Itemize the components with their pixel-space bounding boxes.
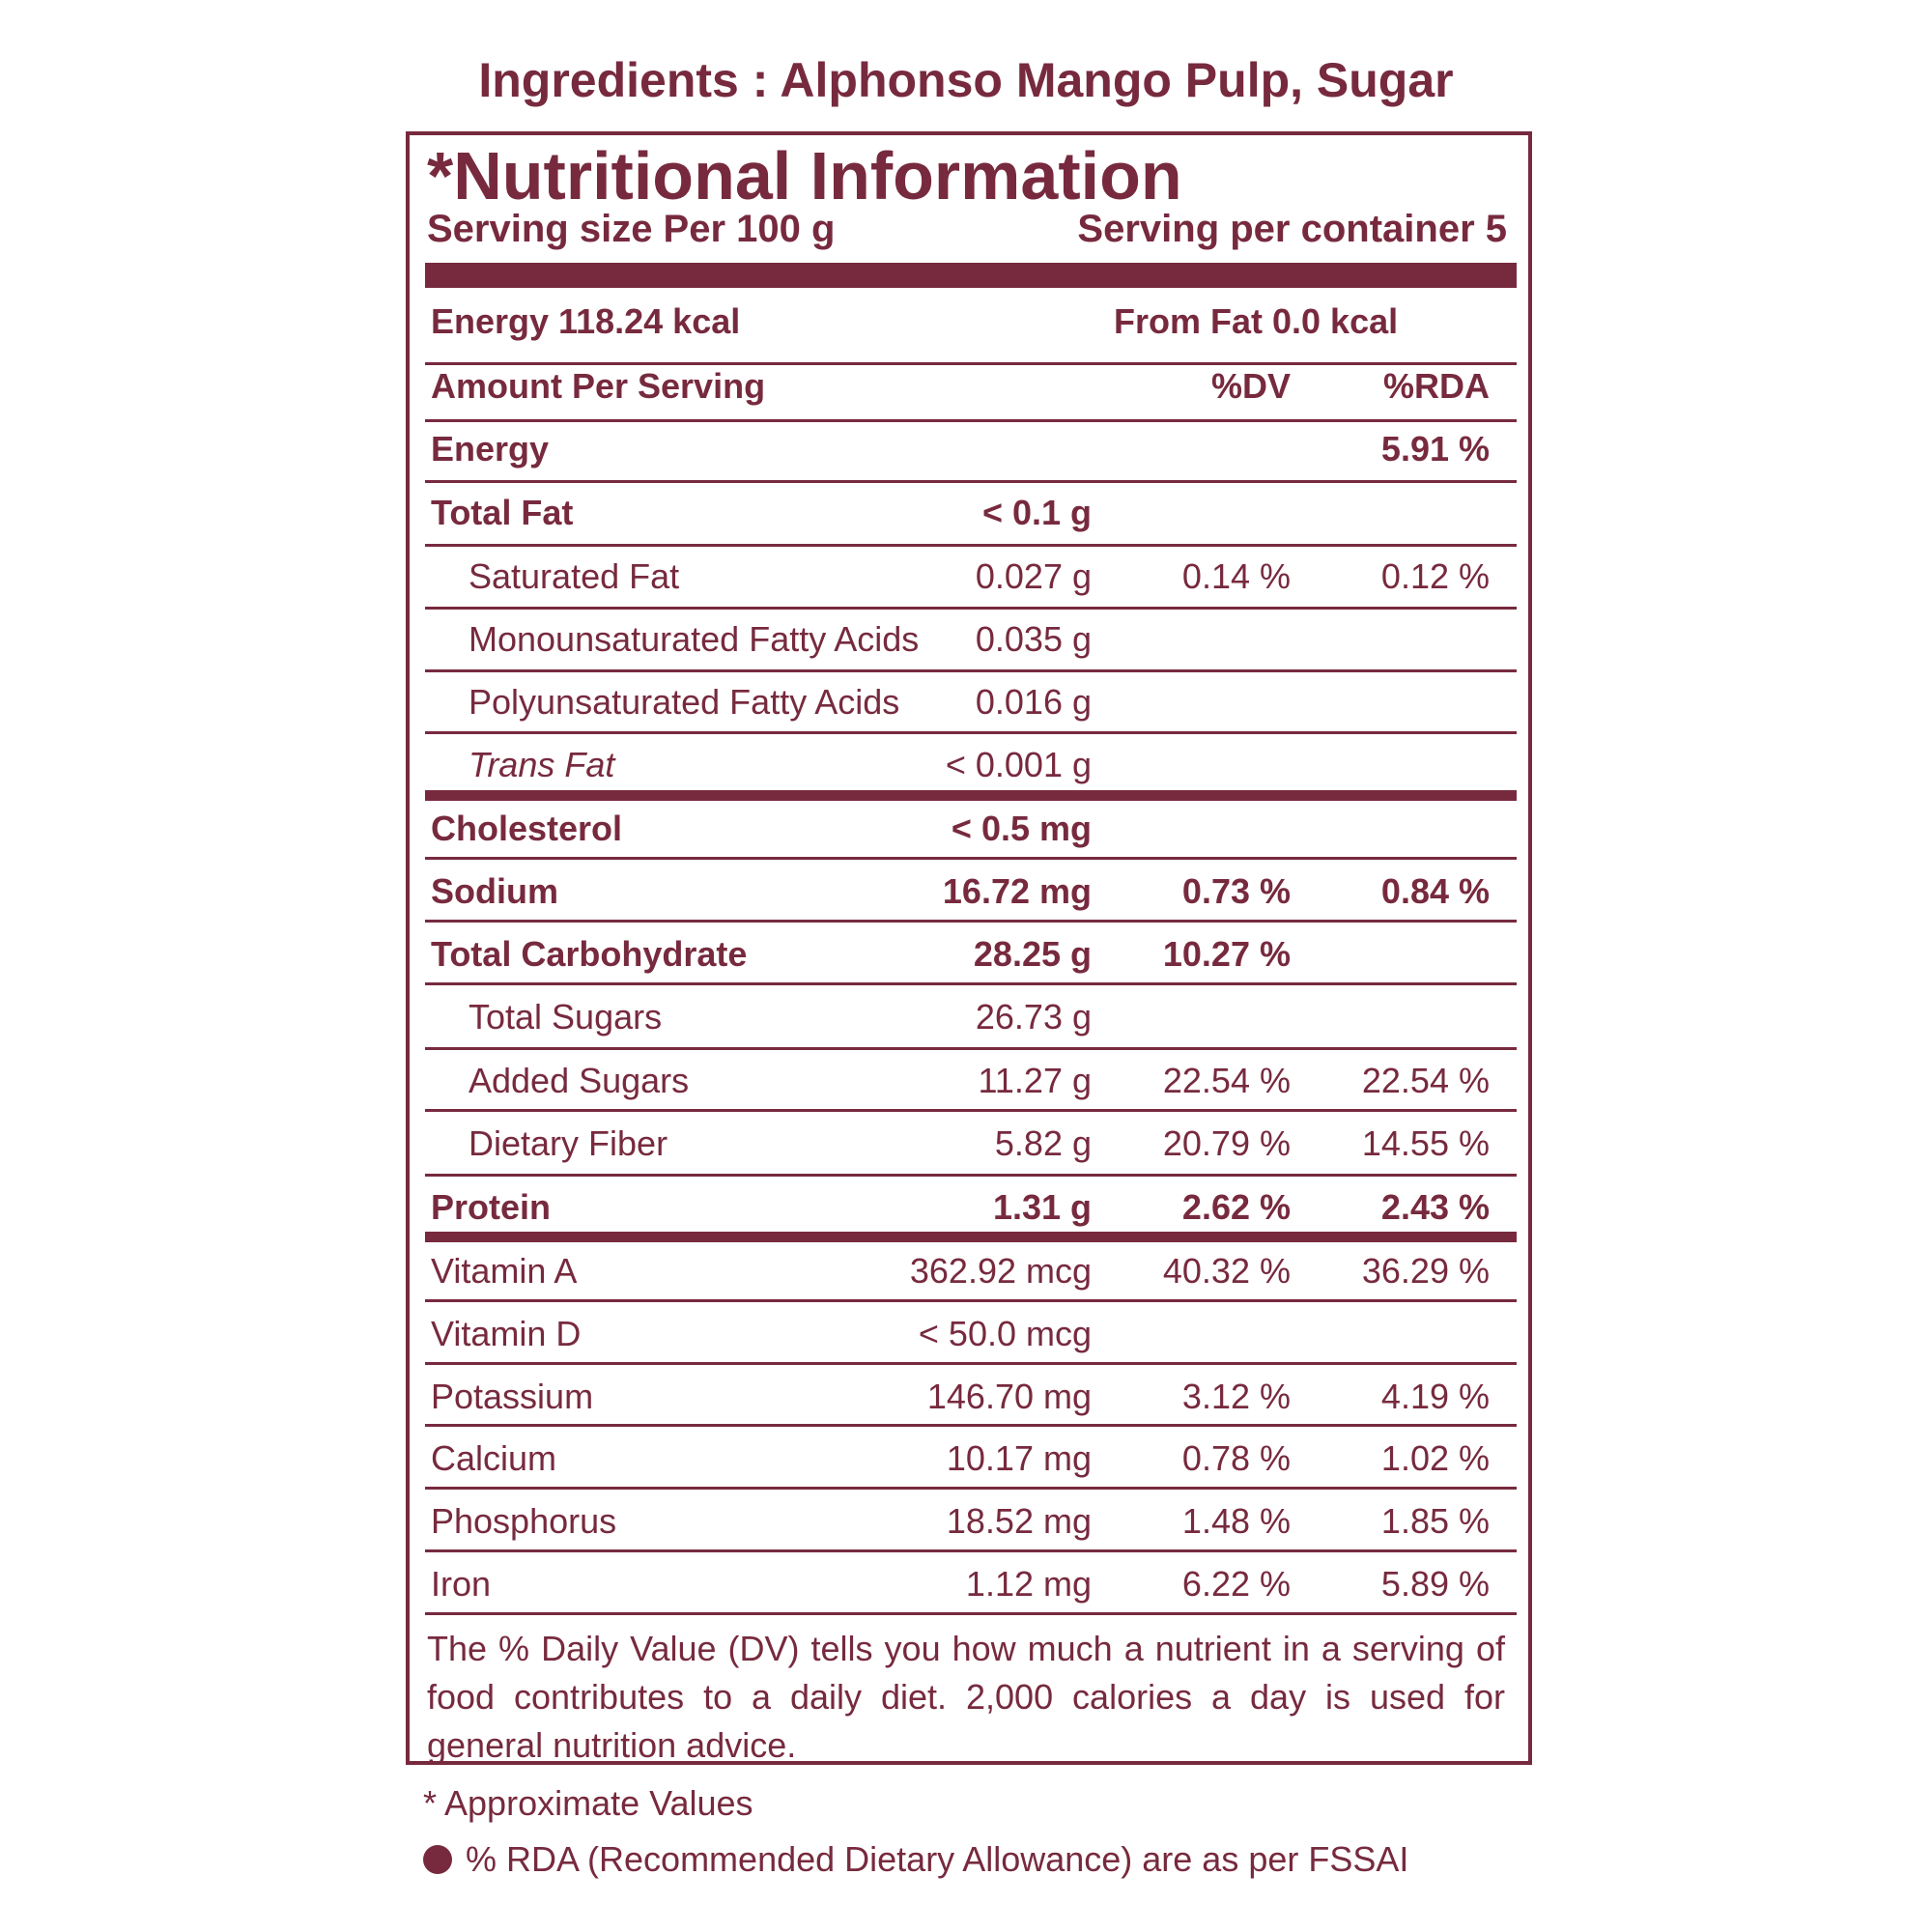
divider [425,857,1517,860]
nutrient-name: Phosphorus [431,1501,617,1541]
table-row [425,546,1517,608]
table-row [425,798,1517,860]
header-dv: %DV [1210,366,1291,406]
nutrient-amount: 146.70 mg [926,1377,1092,1416]
ingredients-line: Ingredients : Alphonso Mango Pulp, Sugar [478,53,1454,107]
table-row [425,1113,1517,1175]
nutrient-name: Added Sugars [469,1061,690,1100]
nutrient-rda: 0.84 % [1380,871,1490,911]
nutrient-name: Monounsaturated Fatty Acids [469,619,920,659]
approximate-values-note: * Approximate Values [423,1783,753,1823]
nutrient-rda: 36.29 % [1361,1251,1490,1291]
nutrient-name: Total Fat [431,493,574,532]
nutrient-rda: 22.54 % [1361,1061,1490,1100]
daily-value-footnote: The % Daily Value (DV) tells you how much a nutrient in a serving of food contributes to a daily diet. 2,000 calories a day is used for general nutrition advice. [427,1629,1505,1765]
nutrient-name: Vitamin A [431,1251,578,1291]
nutrient-amount: 16.72 mg [942,871,1092,911]
nutrient-name: Iron [431,1564,492,1604]
table-row [425,1491,1517,1552]
divider [425,982,1517,985]
nutrient-rda: 0.12 % [1380,556,1490,596]
nutrient-amount: < 0.1 g [981,493,1092,532]
table-row [425,671,1517,733]
bullet-icon [423,1845,452,1874]
table-row [425,482,1517,544]
nutrient-amount: 28.25 g [973,934,1092,974]
nutrient-name: Trans Fat [469,745,615,784]
nutrient-rda: 14.55 % [1361,1123,1490,1163]
nutrient-rda: 1.85 % [1380,1501,1490,1541]
nutrient-name: Polyunsaturated Fatty Acids [469,682,900,722]
nutrient-amount: < 0.001 g [945,745,1092,784]
table-row [425,609,1517,670]
nutrient-rda: 1.02 % [1380,1438,1490,1478]
nutrient-amount: 1.31 g [992,1187,1092,1227]
rda-note [423,1839,1408,1880]
nutrient-amount: < 0.5 mg [951,809,1092,848]
nutrient-rda: 2.43 % [1380,1187,1490,1227]
divider [425,1362,1517,1365]
nutrient-name: Protein [431,1187,552,1227]
divider [425,1424,1517,1427]
table-row [425,1303,1517,1365]
table-row [425,1050,1517,1112]
nutrient-name: Calcium [431,1438,557,1478]
nutrient-dv: 3.12 % [1181,1377,1291,1416]
rda-note-text: % RDA (Recommended Dietary Allowance) are as per FSSAI [466,1839,1409,1879]
divider [425,1109,1517,1112]
nutrient-dv: 22.54 % [1162,1061,1291,1100]
nutrient-name: Saturated Fat [469,556,680,596]
energy-kcal: Energy 118.24 kcal [431,301,741,341]
table-row [425,1428,1517,1490]
nutrient-rda: 5.89 % [1380,1564,1490,1604]
table-row [425,1553,1517,1615]
nutrient-dv: 20.79 % [1162,1123,1291,1163]
table-row [425,923,1517,985]
nutrient-dv: 6.22 % [1181,1564,1291,1604]
serving-per-container: Serving per container 5 [1077,208,1507,250]
table-row [425,1366,1517,1428]
energy-from-fat: From Fat 0.0 kcal [1114,301,1399,341]
divider [425,1549,1517,1552]
panel-title: *Nutritional Information [427,138,1182,213]
divider [425,1612,1517,1615]
nutrient-name: Total Carbohydrate [431,934,748,974]
nutrient-name: Energy [431,429,550,469]
table-row [425,1177,1517,1238]
nutrient-dv: 10.27 % [1162,934,1291,974]
column-header-row [425,355,1517,417]
nutrient-rda: 4.19 % [1380,1377,1490,1416]
table-row [425,986,1517,1048]
table-row [425,861,1517,923]
nutrient-amount: 11.27 g [978,1061,1092,1100]
nutrient-dv: 0.78 % [1181,1438,1291,1478]
nutrient-rda: 5.91 % [1380,429,1490,469]
nutrient-dv: 1.48 % [1181,1501,1291,1541]
nutrient-amount: 18.52 mg [946,1501,1092,1541]
nutrient-name: Cholesterol [431,809,623,848]
nutrient-dv: 40.32 % [1162,1251,1291,1291]
nutrient-name: Potassium [431,1377,594,1416]
nutrient-dv: 2.62 % [1181,1187,1291,1227]
nutrient-amount: < 50.0 mcg [918,1314,1092,1353]
nutrient-amount: 0.016 g [975,682,1092,722]
header-bar [425,263,1517,288]
divider [425,920,1517,923]
nutrient-amount: 26.73 g [975,997,1092,1037]
table-row [425,1240,1517,1302]
serving-size: Serving size Per 100 g [427,208,836,250]
table-row [425,734,1517,796]
nutrient-amount: 10.17 mg [946,1438,1092,1478]
nutrient-amount: 1.12 mg [965,1564,1092,1604]
divider [425,1299,1517,1302]
nutrient-dv: 0.73 % [1181,871,1291,911]
nutrient-dv: 0.14 % [1181,556,1291,596]
nutrient-name: Total Sugars [469,997,663,1037]
header-rda: %RDA [1382,366,1490,406]
nutrient-name: Vitamin D [431,1314,582,1353]
nutrient-name: Dietary Fiber [469,1123,668,1163]
nutrient-amount: 5.82 g [994,1123,1092,1163]
header-amount: Amount Per Serving [431,366,766,406]
nutrient-amount: 362.92 mcg [909,1251,1092,1291]
nutrient-name: Sodium [431,871,558,911]
nutrient-amount: 0.027 g [975,556,1092,596]
divider [425,1487,1517,1490]
nutrient-amount: 0.035 g [975,619,1092,659]
table-row [425,418,1517,480]
